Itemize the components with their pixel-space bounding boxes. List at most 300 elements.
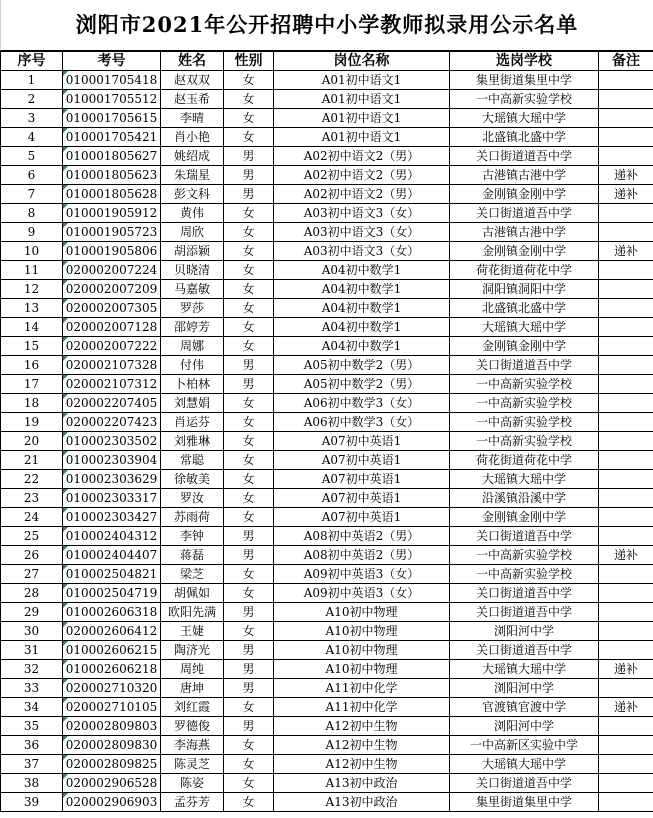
cell-position[interactable]: A04初中数学1 [274,261,450,280]
cell-index[interactable]: 39 [1,793,63,812]
cell-gender[interactable]: 男 [224,603,274,622]
cell-gender[interactable]: 男 [224,546,274,565]
cell-name[interactable]: 朱瑞星 [161,166,224,185]
cell-position[interactable]: A02初中语文2（男） [274,147,450,166]
cell-gender[interactable]: 女 [224,280,274,299]
cell-exam-number[interactable]: 020002007128 [63,318,161,337]
cell-remark[interactable] [599,584,653,603]
cell-name[interactable]: 陶济光 [161,641,224,660]
cell-index[interactable]: 29 [1,603,63,622]
cell-exam-number[interactable]: 010002404312 [63,527,161,546]
cell-position[interactable]: A12初中生物 [274,736,450,755]
cell-remark[interactable] [599,204,653,223]
cell-remark[interactable] [599,261,653,280]
cell-exam-number[interactable]: 020002007224 [63,261,161,280]
cell-name[interactable]: 梁芝 [161,565,224,584]
table-row [1,717,653,736]
cell-gender[interactable]: 女 [224,622,274,641]
cell-position[interactable]: A03初中语文3（女） [274,242,450,261]
cell-gender[interactable]: 女 [224,261,274,280]
cell-gender[interactable]: 女 [224,489,274,508]
cell-remark[interactable]: 递补 [599,546,653,565]
cell-name[interactable]: 肖运芬 [161,413,224,432]
table-row [1,660,653,679]
cell-exam-number[interactable]: 010001705418 [63,71,161,90]
cell-index[interactable]: 21 [1,451,63,470]
cell-name[interactable]: 姚绍成 [161,147,224,166]
cell-remark[interactable] [599,679,653,698]
cell-name[interactable]: 刘雅琳 [161,432,224,451]
cell-remark[interactable] [599,527,653,546]
cell-position[interactable]: A10初中物理 [274,641,450,660]
cell-name[interactable]: 周欣 [161,223,224,242]
cell-gender[interactable]: 男 [224,641,274,660]
cell-position[interactable]: A10初中物理 [274,622,450,641]
cell-index[interactable]: 3 [1,109,63,128]
cell-position[interactable]: A07初中英语1 [274,508,450,527]
cell-name[interactable]: 罗德俊 [161,717,224,736]
cell-name[interactable]: 李晴 [161,109,224,128]
cell-index[interactable]: 28 [1,584,63,603]
cell-remark[interactable] [599,394,653,413]
cell-school[interactable]: 金刚镇金刚中学 [450,337,599,356]
cell-index[interactable]: 4 [1,128,63,147]
cell-position[interactable]: A08初中英语2（男） [274,527,450,546]
cell-gender[interactable]: 男 [224,185,274,204]
cell-index[interactable]: 33 [1,679,63,698]
cell-position[interactable]: A06初中数学3（女） [274,413,450,432]
cell-school[interactable]: 一中高新实验学校 [450,375,599,394]
cell-school[interactable]: 关口街道道吾中学 [450,527,599,546]
cell-gender[interactable]: 女 [224,508,274,527]
cell-gender[interactable]: 女 [224,242,274,261]
cell-name[interactable]: 彭文科 [161,185,224,204]
cell-exam-number[interactable]: 020002606412 [63,622,161,641]
cell-index[interactable]: 6 [1,166,63,185]
cell-school[interactable]: 官渡镇官渡中学 [450,698,599,717]
cell-index[interactable]: 26 [1,546,63,565]
cell-remark[interactable] [599,432,653,451]
table-row [1,394,653,413]
cell-remark[interactable] [599,337,653,356]
cell-index[interactable]: 5 [1,147,63,166]
table-row [1,679,653,698]
cell-school[interactable]: 大瑶镇大瑶中学 [450,755,599,774]
cell-exam-number[interactable]: 010001705512 [63,90,161,109]
cell-name[interactable]: 欧阳先满 [161,603,224,622]
cell-remark[interactable] [599,90,653,109]
cell-gender[interactable]: 女 [224,470,274,489]
cell-name[interactable]: 赵玉希 [161,90,224,109]
cell-gender[interactable]: 女 [224,394,274,413]
cell-exam-number[interactable]: 020002007222 [63,337,161,356]
cell-school[interactable]: 古港镇古港中学 [450,223,599,242]
cell-gender[interactable]: 男 [224,375,274,394]
cell-remark[interactable] [599,128,653,147]
cell-gender[interactable]: 男 [224,356,274,375]
cell-remark[interactable] [599,641,653,660]
cell-gender[interactable]: 女 [224,451,274,470]
cell-position[interactable]: A03初中语文3（女） [274,223,450,242]
cell-school[interactable]: 大瑶镇大瑶中学 [450,660,599,679]
cell-school[interactable]: 大瑶镇大瑶中学 [450,318,599,337]
cell-school[interactable]: 一中高新实验学校 [450,432,599,451]
cell-school[interactable]: 金刚镇金刚中学 [450,185,599,204]
cell-exam-number[interactable]: 020002007209 [63,280,161,299]
cell-position[interactable]: A12初中生物 [274,755,450,774]
cell-remark[interactable] [599,622,653,641]
cell-exam-number[interactable]: 020002710105 [63,698,161,717]
cell-school[interactable]: 金刚镇金刚中学 [450,242,599,261]
cell-name[interactable]: 唐坤 [161,679,224,698]
cell-remark[interactable] [599,71,653,90]
cell-position[interactable]: A10初中物理 [274,603,450,622]
cell-name[interactable]: 马嘉敏 [161,280,224,299]
cell-remark[interactable] [599,793,653,812]
cell-remark[interactable] [599,299,653,318]
table-row [1,318,653,337]
cell-name[interactable]: 李钟 [161,527,224,546]
table-row [1,736,653,755]
cell-position[interactable]: A04初中数学1 [274,299,450,318]
cell-gender[interactable]: 女 [224,584,274,603]
cell-position[interactable]: A05初中数学2（男） [274,375,450,394]
cell-remark[interactable]: 递补 [599,185,653,204]
cell-exam-number[interactable]: 010002303427 [63,508,161,527]
cell-index[interactable]: 11 [1,261,63,280]
cell-name[interactable]: 罗莎 [161,299,224,318]
cell-index[interactable]: 17 [1,375,63,394]
cell-index[interactable]: 10 [1,242,63,261]
cell-remark[interactable] [599,603,653,622]
table-row [1,527,653,546]
cell-exam-number[interactable]: 010001805623 [63,166,161,185]
cell-position[interactable]: A07初中英语1 [274,432,450,451]
cell-school[interactable]: 一中高新实验学校 [450,413,599,432]
cell-name[interactable]: 刘慧娟 [161,394,224,413]
cell-exam-number[interactable]: 020002107312 [63,375,161,394]
cell-gender[interactable]: 女 [224,565,274,584]
cell-gender[interactable]: 男 [224,527,274,546]
cell-exam-number[interactable]: 010002504719 [63,584,161,603]
cell-index[interactable]: 14 [1,318,63,337]
cell-position[interactable]: A13初中政治 [274,774,450,793]
cell-position[interactable]: A01初中语文1 [274,71,450,90]
cell-remark[interactable] [599,755,653,774]
cell-position[interactable]: A06初中数学3（女） [274,394,450,413]
cell-exam-number[interactable]: 010002303629 [63,470,161,489]
cell-remark[interactable] [599,489,653,508]
cell-exam-number[interactable]: 010002404407 [63,546,161,565]
cell-school[interactable]: 荷花街道荷花中学 [450,261,599,280]
cell-remark[interactable]: 递补 [599,242,653,261]
cell-position[interactable]: A04初中数学1 [274,337,450,356]
table-row [1,90,653,109]
cell-remark[interactable] [599,413,653,432]
header-remark[interactable]: 备注 [599,52,653,71]
cell-exam-number[interactable]: 010002303502 [63,432,161,451]
cell-remark[interactable] [599,774,653,793]
cell-school[interactable]: 荷花街道荷花中学 [450,451,599,470]
cell-exam-number[interactable]: 020002107328 [63,356,161,375]
cell-gender[interactable]: 男 [224,679,274,698]
cell-gender[interactable]: 女 [224,71,274,90]
cell-remark[interactable] [599,318,653,337]
cell-exam-number[interactable]: 010002303317 [63,489,161,508]
cell-school[interactable]: 关口街道道吾中学 [450,147,599,166]
cell-position[interactable]: A13初中政治 [274,793,450,812]
cell-school[interactable]: 一中高新区实验中学 [450,736,599,755]
cell-position[interactable]: A04初中数学1 [274,318,450,337]
cell-school[interactable]: 金刚镇金刚中学 [450,508,599,527]
table-row [1,261,653,280]
cell-remark[interactable] [599,717,653,736]
cell-school[interactable]: 关口街道道吾中学 [450,641,599,660]
cell-name[interactable]: 李海燕 [161,736,224,755]
cell-exam-number[interactable]: 020002906528 [63,774,161,793]
cell-gender[interactable]: 女 [224,128,274,147]
cell-position[interactable]: A09初中英语3（女） [274,584,450,603]
cell-name[interactable]: 周娜 [161,337,224,356]
cell-index[interactable]: 2 [1,90,63,109]
cell-position[interactable]: A01初中语文1 [274,128,450,147]
cell-index[interactable]: 12 [1,280,63,299]
cell-school[interactable]: 一中高新实验学校 [450,565,599,584]
cell-name[interactable]: 陈姿 [161,774,224,793]
cell-name[interactable]: 罗汝 [161,489,224,508]
cell-index[interactable]: 9 [1,223,63,242]
header-name[interactable]: 姓名 [161,52,224,71]
cell-index[interactable]: 20 [1,432,63,451]
cell-gender[interactable]: 男 [224,717,274,736]
cell-school[interactable]: 大瑶镇大瑶中学 [450,470,599,489]
table-row [1,147,653,166]
cell-school[interactable]: 关口街道道吾中学 [450,204,599,223]
cell-name[interactable]: 王婕 [161,622,224,641]
cell-index[interactable]: 13 [1,299,63,318]
cell-exam-number[interactable]: 010002303904 [63,451,161,470]
roster-table [0,51,653,812]
table-row [1,470,653,489]
cell-school[interactable]: 集里街道集里中学 [450,793,599,812]
cell-index[interactable]: 23 [1,489,63,508]
cell-index[interactable]: 36 [1,736,63,755]
cell-school[interactable]: 浏阳河中学 [450,679,599,698]
cell-remark[interactable] [599,375,653,394]
table-row [1,299,653,318]
cell-gender[interactable]: 女 [224,736,274,755]
header-gender[interactable]: 性别 [224,52,274,71]
cell-gender[interactable]: 女 [224,774,274,793]
cell-position[interactable]: A07初中英语1 [274,489,450,508]
cell-gender[interactable]: 女 [224,223,274,242]
cell-position[interactable]: A02初中语文2（男） [274,166,450,185]
cell-exam-number[interactable]: 020002809825 [63,755,161,774]
cell-index[interactable]: 24 [1,508,63,527]
cell-index[interactable]: 1 [1,71,63,90]
cell-index[interactable]: 22 [1,470,63,489]
cell-position[interactable]: A07初中英语1 [274,470,450,489]
cell-gender[interactable]: 女 [224,337,274,356]
cell-position[interactable]: A02初中语文2（男） [274,185,450,204]
header-exam-number[interactable]: 考号 [63,52,161,71]
cell-position[interactable]: A03初中语文3（女） [274,204,450,223]
cell-index[interactable]: 16 [1,356,63,375]
cell-gender[interactable]: 女 [224,793,274,812]
cell-index[interactable]: 32 [1,660,63,679]
cell-exam-number[interactable]: 010001805628 [63,185,161,204]
cell-index[interactable]: 38 [1,774,63,793]
cell-name[interactable]: 赵双双 [161,71,224,90]
cell-name[interactable]: 卜柏林 [161,375,224,394]
cell-remark[interactable] [599,565,653,584]
cell-gender[interactable]: 女 [224,432,274,451]
cell-school[interactable]: 关口街道道吾中学 [450,603,599,622]
cell-name[interactable]: 刘红霞 [161,698,224,717]
cell-remark[interactable] [599,470,653,489]
cell-name[interactable]: 周纯 [161,660,224,679]
cell-exam-number[interactable]: 010001705615 [63,109,161,128]
cell-name[interactable]: 徐敏美 [161,470,224,489]
cell-exam-number[interactable]: 010002606218 [63,660,161,679]
cell-remark[interactable]: 递补 [599,698,653,717]
cell-remark[interactable]: 递补 [599,166,653,185]
cell-exam-number[interactable]: 020002809803 [63,717,161,736]
cell-name[interactable]: 贝晓清 [161,261,224,280]
cell-gender[interactable]: 女 [224,413,274,432]
cell-school[interactable]: 沿溪镇沿溪中学 [450,489,599,508]
cell-index[interactable]: 18 [1,394,63,413]
cell-gender[interactable]: 男 [224,166,274,185]
header-position[interactable]: 岗位名称 [274,52,450,71]
table-row [1,223,653,242]
header-index[interactable]: 序号 [1,52,63,71]
cell-remark[interactable] [599,736,653,755]
cell-remark[interactable] [599,508,653,527]
cell-name[interactable]: 付伟 [161,356,224,375]
cell-school[interactable]: 一中高新实验学校 [450,90,599,109]
cell-index[interactable]: 31 [1,641,63,660]
cell-exam-number[interactable]: 020002906903 [63,793,161,812]
cell-index[interactable]: 30 [1,622,63,641]
cell-school[interactable]: 北盛镇北盛中学 [450,128,599,147]
cell-exam-number[interactable]: 010002606215 [63,641,161,660]
cell-school[interactable]: 关口街道道吾中学 [450,356,599,375]
cell-index[interactable]: 8 [1,204,63,223]
cell-position[interactable]: A05初中数学2（男） [274,356,450,375]
cell-name[interactable]: 邵婷芳 [161,318,224,337]
cell-exam-number[interactable]: 010001905806 [63,242,161,261]
cell-name[interactable]: 黄伟 [161,204,224,223]
cell-exam-number[interactable]: 020002809830 [63,736,161,755]
cell-index[interactable]: 19 [1,413,63,432]
cell-exam-number[interactable]: 010001705421 [63,128,161,147]
cell-position[interactable]: A10初中物理 [274,660,450,679]
cell-index[interactable]: 37 [1,755,63,774]
cell-index[interactable]: 15 [1,337,63,356]
cell-index[interactable]: 25 [1,527,63,546]
cell-exam-number[interactable]: 020002007305 [63,299,161,318]
cell-name[interactable]: 蒋磊 [161,546,224,565]
cell-name[interactable]: 胡添颖 [161,242,224,261]
cell-gender[interactable]: 女 [224,90,274,109]
cell-gender[interactable]: 女 [224,318,274,337]
cell-remark[interactable] [599,356,653,375]
cell-position[interactable]: A11初中化学 [274,679,450,698]
table-row [1,793,653,812]
cell-gender[interactable]: 女 [224,109,274,128]
cell-position[interactable]: A08初中英语2（男） [274,546,450,565]
cell-name[interactable]: 肖小艳 [161,128,224,147]
cell-school[interactable]: 洞阳镇洞阳中学 [450,280,599,299]
cell-position[interactable]: A01初中语文1 [274,109,450,128]
cell-school[interactable]: 一中高新实验学校 [450,394,599,413]
cell-name[interactable]: 苏雨荷 [161,508,224,527]
header-school[interactable]: 选岗学校 [450,52,599,71]
cell-school[interactable]: 古港镇古港中学 [450,166,599,185]
cell-gender[interactable]: 女 [224,299,274,318]
cell-name[interactable]: 孟芬芳 [161,793,224,812]
cell-index[interactable]: 7 [1,185,63,204]
header-row [1,52,653,71]
cell-school[interactable]: 关口街道道吾中学 [450,584,599,603]
cell-remark[interactable] [599,147,653,166]
cell-index[interactable]: 35 [1,717,63,736]
cell-name[interactable]: 陈灵芝 [161,755,224,774]
cell-school[interactable]: 浏阳河中学 [450,622,599,641]
cell-school[interactable]: 北盛镇北盛中学 [450,299,599,318]
cell-exam-number[interactable]: 010001905723 [63,223,161,242]
cell-exam-number[interactable]: 010002504821 [63,565,161,584]
cell-position[interactable]: A01初中语文1 [274,90,450,109]
cell-exam-number[interactable]: 020002207423 [63,413,161,432]
cell-gender[interactable]: 男 [224,147,274,166]
page-title: 浏阳市2021年公开招聘中小学教师拟录用公示名单 [0,0,653,51]
cell-exam-number[interactable]: 010002606318 [63,603,161,622]
cell-gender[interactable]: 女 [224,755,274,774]
cell-position[interactable]: A11初中化学 [274,698,450,717]
cell-remark[interactable] [599,280,653,299]
cell-school[interactable]: 浏阳河中学 [450,717,599,736]
cell-name[interactable]: 胡佩如 [161,584,224,603]
cell-position[interactable]: A09初中英语3（女） [274,565,450,584]
cell-exam-number[interactable]: 020002207405 [63,394,161,413]
cell-position[interactable]: A04初中数学1 [274,280,450,299]
cell-position[interactable]: A07初中英语1 [274,451,450,470]
table-row [1,413,653,432]
cell-gender[interactable]: 男 [224,660,274,679]
cell-remark[interactable] [599,223,653,242]
cell-exam-number[interactable]: 010001805627 [63,147,161,166]
cell-exam-number[interactable]: 010001905912 [63,204,161,223]
cell-school[interactable]: 关口街道道吾中学 [450,774,599,793]
cell-gender[interactable]: 女 [224,204,274,223]
cell-gender[interactable]: 女 [224,698,274,717]
cell-exam-number[interactable]: 020002710320 [63,679,161,698]
cell-position[interactable]: A12初中生物 [274,717,450,736]
cell-remark[interactable] [599,451,653,470]
cell-index[interactable]: 34 [1,698,63,717]
cell-school[interactable]: 集里街道集里中学 [450,71,599,90]
cell-index[interactable]: 27 [1,565,63,584]
cell-name[interactable]: 常聪 [161,451,224,470]
table-row [1,166,653,185]
table-row [1,565,653,584]
cell-remark[interactable] [599,109,653,128]
cell-school[interactable]: 大瑶镇大瑶中学 [450,109,599,128]
cell-school[interactable]: 一中高新实验学校 [450,546,599,565]
cell-remark[interactable]: 递补 [599,660,653,679]
